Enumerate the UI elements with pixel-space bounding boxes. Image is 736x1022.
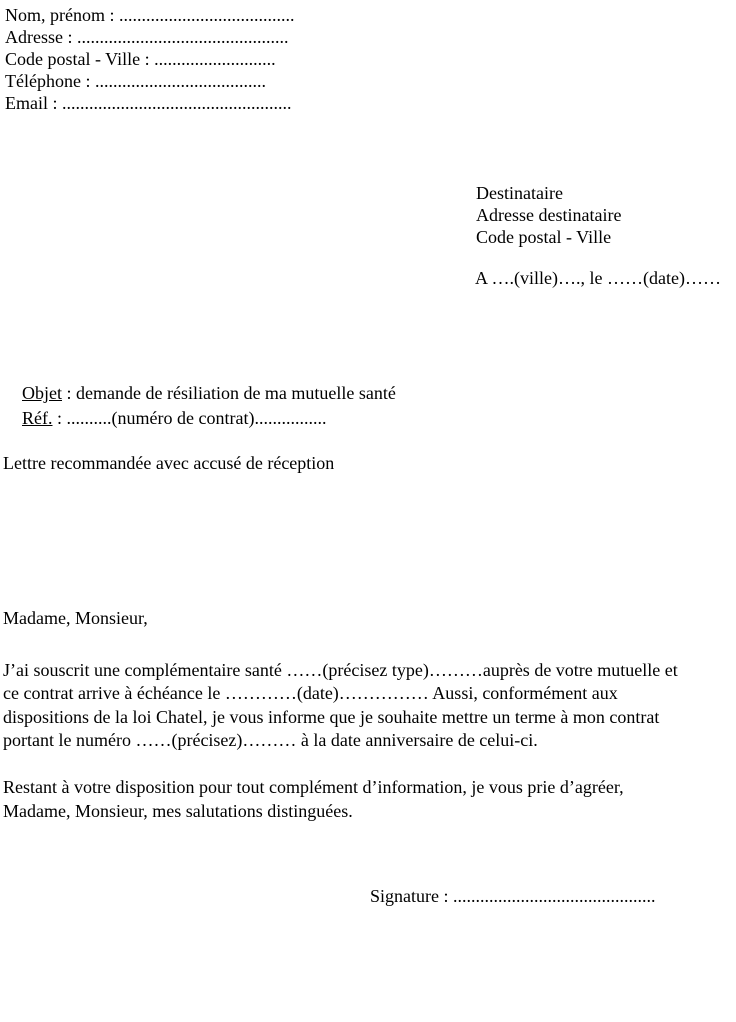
signature-line: Signature : ............................................. [370, 886, 656, 906]
sender-email-line: Email : ................................................... [5, 93, 292, 113]
body-paragraph-1 [3, 659, 678, 752]
sender-block [5, 4, 295, 114]
body-paragraph-2 [3, 775, 624, 823]
paragraph-2-line: Madame, Monsieur, mes salutations distinguées. [3, 801, 353, 821]
paragraph-1-line: dispositions de la loi Chatel, je vous informe que je souhaite mettre un terme à mon contrat [3, 706, 660, 727]
recipient-block [476, 182, 621, 248]
subject-label: Objet [22, 383, 62, 403]
paragraph-1-line: portant le numéro ……(précisez)……… à la date anniversaire de celui-ci. [3, 729, 538, 750]
recipient-name-line: Destinataire [476, 183, 563, 203]
paragraph-2-line: Restant à votre disposition pour tout complément d’information, je vous prie d’agréer, [3, 777, 624, 797]
sender-postal-city-line: Code postal - Ville : ........................... [5, 49, 276, 69]
place-date-line: A ….(ville)…., le ……(date)…… [475, 268, 721, 288]
reference-line [4, 385, 326, 451]
salutation-line: Madame, Monsieur, [3, 608, 148, 628]
paragraph-1-line: J’ai souscrit une complémentaire santé ……(précisez type)………auprès de votre mutuelle et [3, 660, 678, 680]
recipient-postal-city-line: Code postal - Ville [476, 227, 612, 247]
registered-mail-notice: Lettre recommandée avec accusé de réception [3, 453, 335, 473]
paragraph-1-line: ce contrat arrive à échéance le …………(date)…………… Aussi, conformément aux [3, 683, 618, 704]
recipient-address-line: Adresse destinataire [476, 205, 622, 225]
reference-label: Réf. [22, 408, 53, 428]
sender-name-line: Nom, prénom : ....................................... [5, 5, 295, 25]
sender-address-line: Adresse : ............................................... [5, 27, 289, 47]
sender-phone-line: Téléphone : ...................................... [5, 71, 266, 91]
subject-text: : demande de résiliation de ma mutuelle santé [62, 383, 396, 403]
reference-text: : ..........(numéro de contrat)................ [52, 408, 327, 428]
